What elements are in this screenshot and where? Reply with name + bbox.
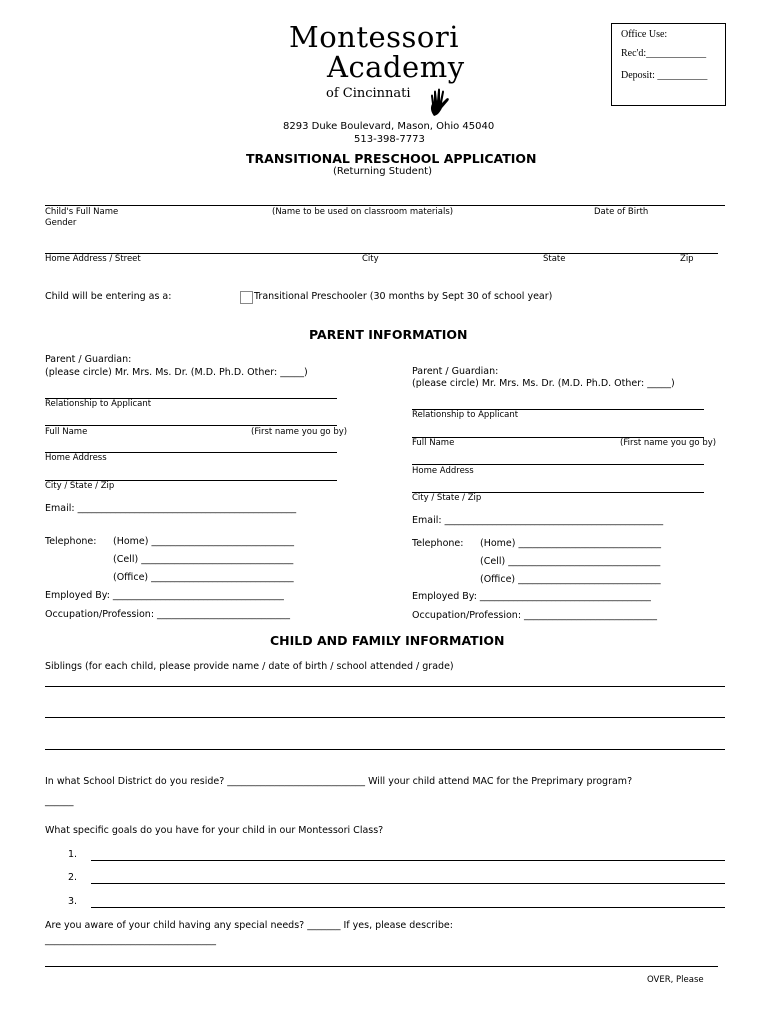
- preprimary-answer-line[interactable]: ______: [45, 796, 74, 807]
- parent2-guardian-label: Parent / Guardian:: [412, 366, 499, 377]
- special-needs-line-short[interactable]: ____________________________________: [45, 935, 216, 946]
- parent1-fullname-line[interactable]: [45, 425, 337, 426]
- parent-info-heading: PARENT INFORMATION: [309, 327, 468, 342]
- parent2-cell-phone[interactable]: (Cell) ________________________________: [480, 556, 661, 567]
- parent2-telephone-label: Telephone:: [412, 538, 464, 549]
- parent1-occupation[interactable]: Occupation/Profession: ____________________________: [45, 609, 291, 620]
- siblings-label: Siblings (for each child, please provide name / date of birth / school attended / grade): [45, 661, 454, 672]
- parent2-address-label: Home Address: [412, 466, 474, 476]
- office-use-received: Rec'd:____________: [621, 48, 707, 59]
- school-district-question[interactable]: In what School District do you reside? _____________________________ Will your child attend MAC for the Preprimary program?: [45, 776, 633, 787]
- parent2-citystatezip-label: City / State / Zip: [412, 493, 482, 503]
- goal-number-2: 2.: [68, 872, 78, 883]
- parent1-fullname-label: Full Name: [45, 427, 88, 437]
- siblings-line-1[interactable]: [45, 686, 725, 687]
- logo-montessori: Montessori: [289, 20, 460, 54]
- child-zip-label: Zip: [680, 254, 694, 264]
- parent1-guardian-label: Parent / Guardian:: [45, 354, 132, 365]
- parent1-firstname-note: (First name you go by): [251, 427, 348, 437]
- special-needs-line-full[interactable]: [45, 966, 718, 967]
- child-dob-label: Date of Birth: [594, 207, 649, 217]
- logo-academy: Academy: [327, 50, 465, 84]
- goal-line-1[interactable]: [91, 860, 725, 861]
- parent1-office-phone[interactable]: (Office) ______________________________: [113, 572, 294, 583]
- goal-number-1: 1.: [68, 849, 78, 860]
- parent1-address-label: Home Address: [45, 453, 107, 463]
- parent1-email[interactable]: Email: ______________________________________________: [45, 503, 297, 514]
- parent1-employed-by[interactable]: Employed By: ____________________________________: [45, 590, 284, 601]
- parent1-relationship-label: Relationship to Applicant: [45, 399, 152, 409]
- parent2-address-line[interactable]: [412, 464, 704, 465]
- child-city-label: City: [362, 254, 379, 264]
- handprint-icon: [426, 86, 454, 118]
- transitional-preschooler-label: Transitional Preschooler (30 months by Sept 30 of school year): [254, 291, 553, 302]
- parent1-home-phone[interactable]: (Home) ______________________________: [113, 536, 294, 547]
- page-title: TRANSITIONAL PRESCHOOL APPLICATION: [246, 151, 537, 166]
- child-name-label: Child's Full Name: [45, 207, 119, 217]
- parent2-employed-by[interactable]: Employed By: ____________________________________: [412, 591, 651, 602]
- entering-as-label: Child will be entering as a:: [45, 291, 172, 302]
- siblings-line-2[interactable]: [45, 717, 725, 718]
- logo-of-cincinnati: of Cincinnati: [326, 86, 411, 101]
- parent2-occupation[interactable]: Occupation/Profession: ____________________________: [412, 610, 658, 621]
- page-subtitle: (Returning Student): [333, 166, 432, 177]
- child-gender-label: Gender: [45, 218, 77, 228]
- goal-line-3[interactable]: [91, 907, 725, 908]
- parent2-home-phone[interactable]: (Home) ______________________________: [480, 538, 661, 549]
- parent2-email[interactable]: Email: ______________________________________________: [412, 515, 664, 526]
- siblings-line-3[interactable]: [45, 749, 725, 750]
- parent1-cell-phone[interactable]: (Cell) ________________________________: [113, 554, 294, 565]
- child-name-note: (Name to be used on classroom materials): [272, 207, 454, 217]
- school-address: 8293 Duke Boulevard, Mason, Ohio 45040: [283, 121, 495, 132]
- parent2-office-phone[interactable]: (Office) ______________________________: [480, 574, 661, 585]
- parent2-salutation: (please circle) Mr. Mrs. Ms. Dr. (M.D. Ph.D. Other: _____): [412, 378, 675, 389]
- office-use-deposit: Deposit: __________: [621, 70, 708, 81]
- transitional-preschooler-checkbox[interactable]: [240, 291, 253, 304]
- child-state-label: State: [543, 254, 566, 264]
- child-address-line[interactable]: [45, 253, 718, 254]
- over-please-note: OVER, Please: [647, 975, 704, 985]
- goal-line-2[interactable]: [91, 883, 725, 884]
- goal-number-3: 3.: [68, 896, 78, 907]
- parent2-relationship-label: Relationship to Applicant: [412, 410, 519, 420]
- school-phone: 513-398-7773: [354, 134, 425, 145]
- parent1-salutation: (please circle) Mr. Mrs. Ms. Dr. (M.D. Ph.D. Other: _____): [45, 367, 308, 378]
- office-use-title: Office Use:: [621, 29, 668, 40]
- special-needs-question[interactable]: Are you aware of your child having any special needs? _______ If yes, please describe:: [45, 920, 453, 931]
- goals-question: What specific goals do you have for your child in our Montessori Class?: [45, 825, 384, 836]
- child-address-label: Home Address / Street: [45, 254, 141, 264]
- child-name-line[interactable]: [45, 205, 725, 206]
- parent1-citystatezip-label: City / State / Zip: [45, 481, 115, 491]
- office-use-box: [611, 23, 726, 106]
- parent2-firstname-note: (First name you go by): [620, 438, 717, 448]
- family-info-heading: CHILD AND FAMILY INFORMATION: [270, 633, 505, 648]
- parent1-telephone-label: Telephone:: [45, 536, 97, 547]
- parent2-fullname-label: Full Name: [412, 438, 455, 448]
